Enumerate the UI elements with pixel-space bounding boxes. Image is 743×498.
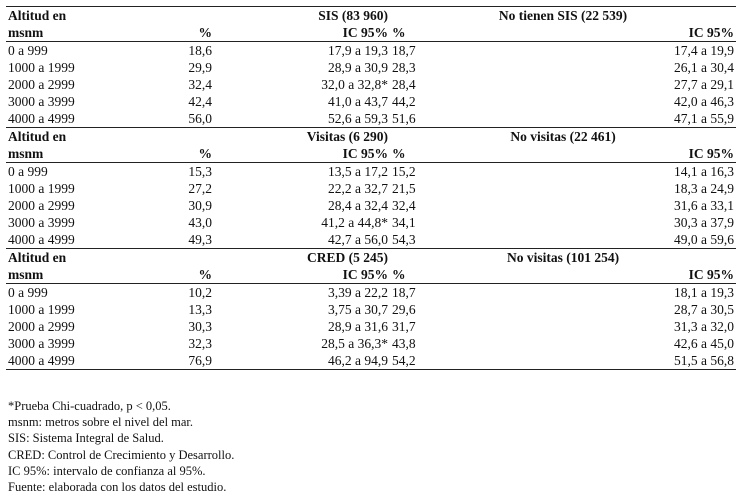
altitude-range: 4000 a 4999 [8, 232, 75, 247]
group1-ci: 41,2 a 44,8* [321, 215, 389, 230]
altitude-range: 2000 a 2999 [8, 319, 75, 334]
group2-ci: 18,1 a 19,3 [674, 285, 735, 300]
table-row [6, 284, 736, 302]
group2-ci: 30,3 a 37,9 [674, 215, 735, 230]
section-subheader-row [6, 145, 736, 163]
pct-header: % [390, 24, 438, 42]
footnote: *Prueba Chi-cuadrado, p < 0,05. [8, 399, 171, 413]
msnm-label: msnm [6, 24, 166, 42]
group1-percent: 30,9 [188, 198, 212, 213]
altitude-range: 1000 a 1999 [8, 181, 75, 196]
group2-ci: 28,7 a 30,5 [674, 302, 735, 317]
group2-percent: 31,7 [392, 319, 416, 334]
group1-percent: 18,6 [188, 43, 212, 58]
table-row [6, 42, 736, 60]
group1-ci: 13,5 a 17,2 [328, 164, 389, 179]
group2-percent: 21,5 [392, 181, 416, 196]
group2-ci: 26,1 a 30,4 [674, 60, 735, 75]
group1-ci: 28,5 a 36,3* [321, 336, 389, 351]
group1-percent: 32,4 [188, 77, 212, 92]
group2-percent: 15,2 [392, 164, 416, 179]
altitude-label: Altitud en [6, 7, 166, 25]
ic-header: IC 95% [214, 145, 390, 163]
table-body [6, 7, 736, 370]
altitude-range: 3000 a 3999 [8, 94, 75, 109]
pct-header: % [166, 145, 214, 163]
table-row [6, 352, 736, 370]
altitude-range: 1000 a 1999 [8, 302, 75, 317]
table-footnotes [8, 398, 728, 495]
group2-percent: 54,3 [392, 232, 416, 247]
pct-header: % [166, 266, 214, 284]
group1-ci: 3,39 a 22,2 [328, 285, 389, 300]
group2-header: No tienen SIS (22 539) [390, 7, 736, 25]
altitude-range: 0 a 999 [8, 43, 48, 58]
footnote: SIS: Sistema Integral de Salud. [8, 431, 164, 446]
group1-percent: 15,3 [188, 164, 212, 179]
group2-ci: 31,6 a 33,1 [674, 198, 735, 213]
table-row [6, 163, 736, 181]
table-row [6, 318, 736, 335]
group2-ci: 14,1 a 16,3 [674, 164, 735, 179]
group1-ci: 17,9 a 19,3 [328, 43, 389, 58]
group2-ci: 42,0 a 46,3 [674, 94, 735, 109]
altitude-range: 3000 a 3999 [8, 215, 75, 230]
group1-header: CRED (5 245) [166, 249, 390, 267]
altitude-range: 4000 a 4999 [6, 352, 166, 370]
group1-percent: 10,2 [188, 285, 212, 300]
group2-percent: 18,7 [392, 285, 416, 300]
group2-percent: 28,4 [392, 77, 416, 92]
group2-percent: 32,4 [392, 198, 416, 213]
group1-ci: 28,4 a 32,4 [328, 198, 389, 213]
group1-ci: 22,2 a 32,7 [328, 181, 389, 196]
group1-percent: 29,9 [188, 60, 212, 75]
group1-percent: 32,3 [188, 336, 212, 351]
pct-header: % [166, 24, 214, 42]
table-row [6, 76, 736, 93]
footnote: msnm: metros sobre el nivel del mar. [8, 415, 194, 430]
ic-header: IC 95% [438, 145, 736, 163]
section-subheader-row [6, 266, 736, 284]
group2-ci: 49,0 a 59,6 [674, 232, 735, 247]
table-row [6, 231, 736, 249]
table-row [6, 180, 736, 197]
group1-percent: 13,3 [188, 302, 212, 317]
group2-ci: 42,6 a 45,0 [674, 336, 735, 351]
msnm-label: msnm [6, 266, 166, 284]
footnote: Fuente: elaborada con los datos del estudio. [8, 480, 227, 495]
group2-percent: 28,3 [392, 60, 416, 75]
altitude-label: Altitud en [6, 128, 166, 146]
table-row [6, 110, 736, 128]
altitude-range: 2000 a 2999 [8, 77, 75, 92]
altitude-table [6, 6, 736, 370]
group1-header: Visitas (6 290) [166, 128, 390, 146]
altitude-range: 2000 a 2999 [8, 198, 75, 213]
altitude-range: 1000 a 1999 [8, 60, 75, 75]
group2-ci: 51,5 a 56,8 [438, 352, 736, 370]
group1-ci: 3,75 a 30,7 [328, 302, 389, 317]
group2-percent: 29,6 [392, 302, 416, 317]
group2-percent: 43,8 [392, 336, 416, 351]
table-row [6, 214, 736, 231]
group2-percent: 34,1 [392, 215, 416, 230]
msnm-label: msnm [6, 145, 166, 163]
group2-header: No visitas (101 254) [390, 249, 736, 267]
group2-ci: 27,7 a 29,1 [674, 77, 735, 92]
table-row [6, 335, 736, 352]
pct-header: % [390, 266, 438, 284]
group1-ci: 42,7 a 56,0 [328, 232, 389, 247]
section-header-row [6, 7, 736, 25]
group2-percent: 44,2 [392, 94, 416, 109]
group2-percent: 51,6 [392, 111, 416, 126]
altitude-range: 0 a 999 [8, 285, 48, 300]
group1-percent: 30,3 [188, 319, 212, 334]
group1-ci: 41,0 a 43,7 [328, 94, 389, 109]
table-row [6, 301, 736, 318]
group1-percent: 76,9 [166, 352, 214, 370]
ic-header: IC 95% [438, 266, 736, 284]
section-header-row [6, 128, 736, 146]
section-header-row [6, 249, 736, 267]
group1-header: SIS (83 960) [166, 7, 390, 25]
group2-header: No visitas (22 461) [390, 128, 736, 146]
group1-ci: 28,9 a 31,6 [328, 319, 389, 334]
pct-header: % [390, 145, 438, 163]
group1-percent: 42,4 [188, 94, 212, 109]
group1-percent: 27,2 [188, 181, 212, 196]
table-row [6, 59, 736, 76]
group2-ci: 18,3 a 24,9 [674, 181, 735, 196]
section-subheader-row [6, 24, 736, 42]
table-row [6, 93, 736, 110]
group1-ci: 28,9 a 30,9 [328, 60, 389, 75]
footnote: IC 95%: intervalo de confianza al 95%. [8, 463, 206, 478]
ic-header: IC 95% [438, 24, 736, 42]
group1-percent: 49,3 [188, 232, 212, 247]
altitude-range: 0 a 999 [8, 164, 48, 179]
group2-percent: 18,7 [392, 43, 416, 58]
group2-ci: 17,4 a 19,9 [674, 43, 735, 58]
footnote: CRED: Control de Crecimiento y Desarrollo. [8, 447, 235, 462]
altitude-range: 4000 a 4999 [8, 111, 75, 126]
ic-header: IC 95% [214, 266, 390, 284]
table-row [6, 197, 736, 214]
group1-percent: 43,0 [188, 215, 212, 230]
group1-ci: 46,2 a 94,9 [214, 352, 390, 370]
group1-ci: 52,6 a 59,3 [328, 111, 389, 126]
group2-ci: 31,3 a 32,0 [674, 319, 735, 334]
group2-ci: 47,1 a 55,9 [674, 111, 735, 126]
altitude-label: Altitud en [6, 249, 166, 267]
group1-ci: 32,0 a 32,8* [321, 77, 389, 92]
group1-percent: 56,0 [188, 111, 212, 126]
altitude-range: 3000 a 3999 [8, 336, 75, 351]
ic-header: IC 95% [214, 24, 390, 42]
group2-percent: 54,2 [390, 352, 438, 370]
